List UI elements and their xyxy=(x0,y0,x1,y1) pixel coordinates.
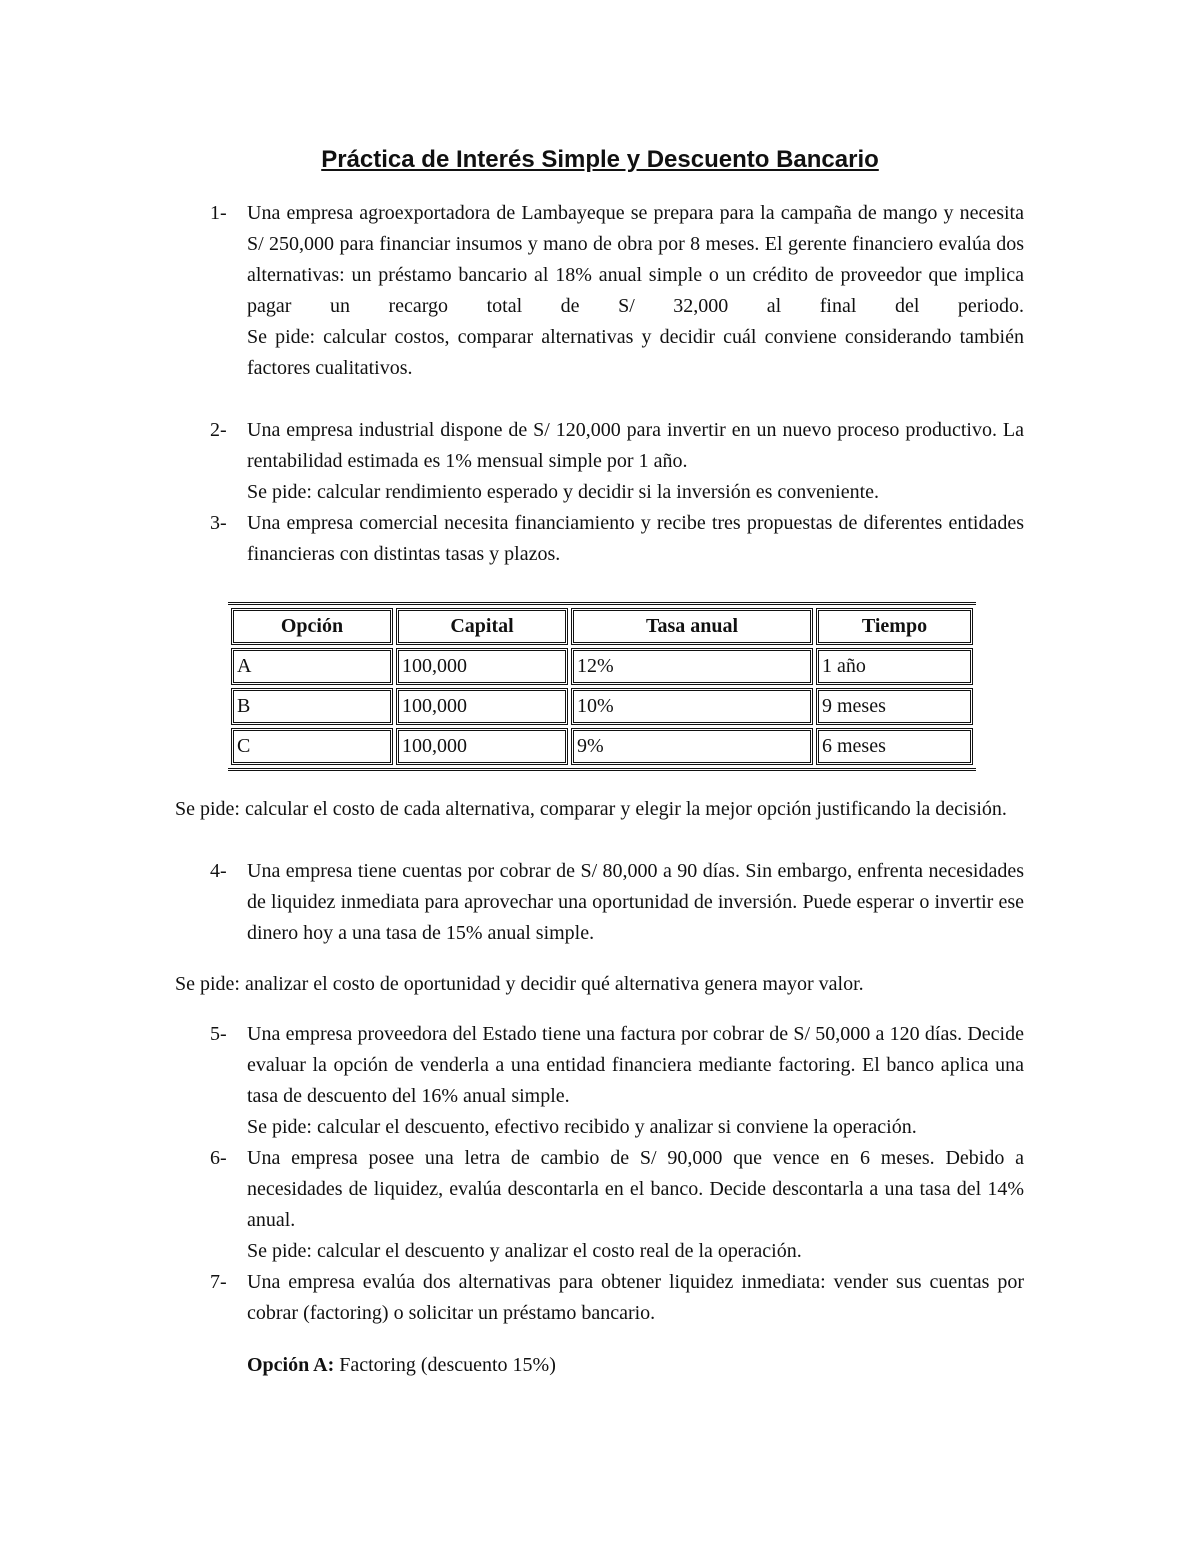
exercise-text: Una empresa agroexportadora de Lambayeque se prepara para la campaña de mango y necesita S/ 250,000 para financiar insumos y mano de obra por 8 meses. El gerente financiero evalúa dos alternativas: un préstamo bancario al 18% anual simple o un crédito de proveedor que implica pagar un recargo total de S/ 32,000 al final del periodo. xyxy=(247,202,1024,317)
exercise-7 xyxy=(210,1267,1024,1381)
exercise-request: Se pide: calcular rendimiento esperado y decidir si la inversión es conveniente. xyxy=(247,481,880,503)
table-cell: 6 meses xyxy=(816,728,973,765)
table-row xyxy=(231,688,973,725)
table-cell: C xyxy=(231,728,393,765)
table-header: Tasa anual xyxy=(571,608,813,645)
option-a-line xyxy=(247,1350,1024,1381)
exercise-number: 4- xyxy=(210,860,227,882)
exercise-3 xyxy=(210,508,1024,570)
table-header: Opción xyxy=(231,608,393,645)
table-cell: B xyxy=(231,688,393,725)
exercise-number: 1- xyxy=(210,202,227,224)
option-a-text: Factoring (descuento 15%) xyxy=(334,1354,556,1376)
table-cell: 1 año xyxy=(816,648,973,685)
exercise-text: Una empresa industrial dispone de S/ 120,000 para invertir en un nuevo proceso productivo. La rentabilidad estimada es 1% mensual simple por 1 año. xyxy=(247,419,1024,472)
exercise-6 xyxy=(210,1143,1024,1267)
exercise-text: Una empresa posee una letra de cambio de S/ 90,000 que vence en 6 meses. Debido a necesidades de liquidez, evalúa descontarla en el banco. Decide descontarla a una tasa del 14% anual. xyxy=(247,1147,1024,1231)
exercise-4 xyxy=(210,856,1024,949)
exercise-4-request: Se pide: analizar el costo de oportunidad y decidir qué alternativa genera mayor valor. xyxy=(175,973,864,995)
exercise-text: Una empresa evalúa dos alternativas para obtener liquidez inmediata: vender sus cuentas por cobrar (factoring) o solicitar un préstamo bancario. xyxy=(247,1271,1024,1324)
table-cell: 10% xyxy=(571,688,813,725)
exercise-request: Se pide: calcular el descuento, efectivo recibido y analizar si conviene la operación. xyxy=(247,1116,917,1138)
table-cell: 12% xyxy=(571,648,813,685)
exercise-request: Se pide: calcular el descuento y analizar el costo real de la operación. xyxy=(247,1240,802,1262)
table-header-row xyxy=(231,608,973,645)
table-row xyxy=(231,728,973,765)
exercise-request: Se pide: calcular costos, comparar alternativas y decidir cuál conviene considerando también factores cualitativos. xyxy=(247,326,1024,379)
table-request-paragraph: Se pide: calcular el costo de cada alternativa, comparar y elegir la mejor opción justificando la decisión. xyxy=(175,798,1007,820)
table-cell: 9 meses xyxy=(816,688,973,725)
table-cell: A xyxy=(231,648,393,685)
options-table xyxy=(228,602,976,771)
exercise-number: 7- xyxy=(210,1271,227,1293)
table-cell: 9% xyxy=(571,728,813,765)
exercise-number: 3- xyxy=(210,512,227,534)
document-title: Práctica de Interés Simple y Descuento Bancario xyxy=(321,146,879,173)
table-cell: 100,000 xyxy=(396,688,568,725)
table-header: Capital xyxy=(396,608,568,645)
exercise-text: Una empresa comercial necesita financiamiento y recibe tres propuestas de diferentes entidades financieras con distintas tasas y plazos. xyxy=(247,512,1024,565)
exercise-1 xyxy=(210,198,1024,384)
exercise-text: Una empresa proveedora del Estado tiene una factura por cobrar de S/ 50,000 a 120 días. Decide evaluar la opción de venderla a una entidad financiera mediante factoring. El banco aplica una tasa de descuento del 16% anual simple. xyxy=(247,1023,1024,1107)
exercise-number: 2- xyxy=(210,419,227,441)
table-cell: 100,000 xyxy=(396,648,568,685)
table-cell: 100,000 xyxy=(396,728,568,765)
option-a-label: Opción A: xyxy=(247,1354,335,1376)
exercise-2 xyxy=(210,415,1024,508)
table-row xyxy=(231,648,973,685)
exercise-text: Una empresa tiene cuentas por cobrar de S/ 80,000 a 90 días. Sin embargo, enfrenta necesidades de liquidez inmediata para aprovechar una oportunidad de inversión. Puede esperar o invertir ese dinero hoy a una tasa de 15% anual simple. xyxy=(247,860,1024,944)
exercise-number: 6- xyxy=(210,1147,227,1169)
table-header: Tiempo xyxy=(816,608,973,645)
exercise-5 xyxy=(210,1019,1024,1143)
exercise-number: 5- xyxy=(210,1023,227,1045)
